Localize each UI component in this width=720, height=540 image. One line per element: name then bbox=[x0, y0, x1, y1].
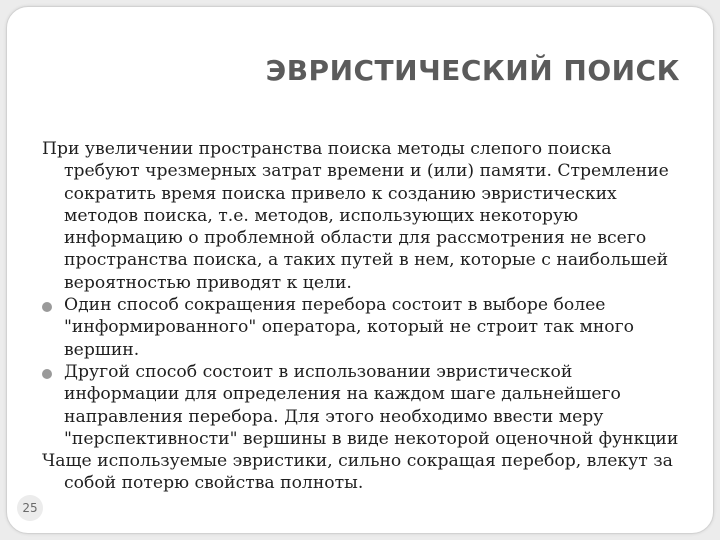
slide-title: ЭВРИСТИЧЕСКИЙ ПОИСК bbox=[265, 54, 680, 87]
bullet-dot-icon bbox=[42, 302, 52, 312]
slide-body bbox=[42, 138, 687, 495]
conclusion-paragraph: Чаще используемые эвристики, сильно сокращая перебор, влекут за собой потерю свойства полноты. bbox=[42, 451, 673, 494]
bullet-dot-icon bbox=[42, 369, 52, 379]
bullet-item bbox=[42, 361, 687, 450]
page-number: 25 bbox=[17, 495, 43, 521]
bullet-text: Один способ сокращения перебора состоит в выборе более "информированного" оператора, который не строит так много вершин. bbox=[64, 295, 634, 360]
bullet-text: Другой способ состоит в использовании эвристической информации для определения на каждом шаге дальнейшего направления перебора. Для этого необходимо ввести меру "перспективности" вершины в виде некоторой оценочной функции bbox=[64, 361, 679, 449]
intro-paragraph: При увеличении пространства поиска методы слепого поиска требуют чрезмерных затрат времени и (или) памяти. Стремление сократить время поиска привело к созданию эвристических методов поиска, т.е. методов, использующих некоторую информацию о проблемной области для рассмотрения не всего пространства поиска, а таких путей в нем, которые с наибольшей вероятностью приводят к цели. bbox=[42, 139, 669, 293]
bullet-item bbox=[42, 294, 687, 361]
